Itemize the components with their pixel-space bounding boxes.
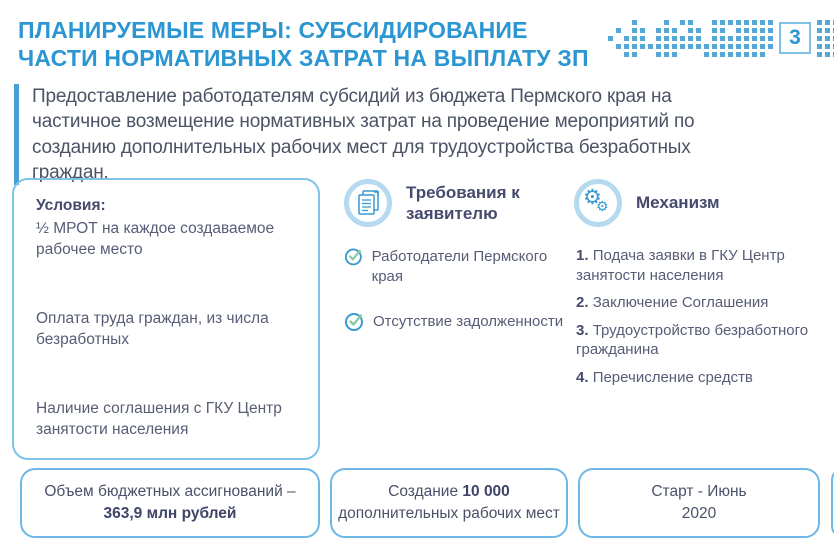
mechanism-step (576, 368, 832, 388)
requirement-item-label: Работодатели Пермского края (371, 248, 548, 285)
pixel-dot (672, 52, 677, 57)
requirement-item (344, 246, 569, 286)
pixel-dot (632, 44, 637, 49)
pixel-dot (608, 20, 613, 25)
start-line1: Старт - Июнь (651, 483, 747, 500)
pixel-dot (825, 36, 830, 41)
pixel-dot (608, 44, 613, 49)
pixel-dot (632, 36, 637, 41)
pixel-dot (720, 20, 725, 25)
pixel-dot (664, 20, 669, 25)
pixel-dot (704, 20, 709, 25)
gears-icon (574, 179, 622, 227)
pixel-dot (664, 36, 669, 41)
pixel-dot (672, 20, 677, 25)
pixel-dot (704, 52, 709, 57)
pixel-dot (672, 28, 677, 33)
pixel-dot (752, 44, 757, 49)
check-icon (344, 311, 365, 332)
pixel-dot (640, 20, 645, 25)
pixel-dot (825, 28, 830, 33)
pixel-dot (744, 52, 749, 57)
pixel-dot (736, 52, 741, 57)
pixel-dot (760, 52, 765, 57)
page-number-badge: 3 (779, 22, 811, 54)
pixel-dot (648, 20, 653, 25)
pixel-dot (632, 52, 637, 57)
pixel-dot (825, 20, 830, 25)
pixel-dot (760, 44, 765, 49)
pixel-dot (624, 36, 629, 41)
step-text: Подача заявки в ГКУ Центр занятости населения (576, 247, 785, 284)
pixel-dot (648, 52, 653, 57)
step-number: 4. (576, 368, 589, 386)
step-number: 3. (576, 321, 589, 339)
pixel-dot (817, 20, 822, 25)
pixel-dot (680, 28, 685, 33)
pixel-dot (664, 28, 669, 33)
pixel-dot (744, 20, 749, 25)
pixel-dot (672, 44, 677, 49)
pixel-dot (728, 28, 733, 33)
mechanism-step (576, 293, 832, 313)
mechanism-steps (576, 246, 832, 395)
gear-small-icon: ⚙ (596, 199, 609, 215)
step-text: Перечисление средств (592, 368, 753, 386)
budget-label: Объем бюджетных ассигнований – (44, 483, 296, 500)
pixel-dot (817, 52, 822, 57)
jobs-prefix: Создание (388, 483, 463, 500)
pixel-dot (688, 52, 693, 57)
pixel-dot (656, 28, 661, 33)
pixel-dot (696, 36, 701, 41)
pixel-dot (728, 20, 733, 25)
document-icon-glyph (355, 189, 381, 217)
document-icon (344, 179, 392, 227)
pixel-dot (752, 52, 757, 57)
pixel-dot (608, 36, 613, 41)
pixel-dot (736, 20, 741, 25)
pixel-dot (680, 20, 685, 25)
mechanism-title: Механизм (636, 193, 720, 213)
intro-paragraph: Предоставление работодателям субсидий из бюджета Пермского края на частичное возмещение нормативных затрат на проведение мероприятий по созданию дополнительных рабочих мест для трудоустройства безработных граждан. (14, 84, 762, 185)
pixel-dot (768, 44, 773, 49)
pixel-dot (640, 36, 645, 41)
condition-item: Оплата труда граждан, из числа безработных (36, 309, 269, 349)
pixel-dot (736, 36, 741, 41)
pixel-dot (608, 28, 613, 33)
pixel-dot (680, 52, 685, 57)
requirements-header (344, 179, 536, 227)
pixel-dot (825, 44, 830, 49)
pixel-mosaic-decoration (608, 16, 834, 60)
pixel-dot (712, 28, 717, 33)
mechanism-step (576, 246, 832, 285)
step-number: 2. (576, 294, 589, 311)
step-number: 1. (576, 247, 589, 264)
pixel-dot (656, 44, 661, 49)
pixel-dot (672, 36, 677, 41)
conditions-heading: Условия: (36, 197, 106, 214)
pixel-dot (656, 20, 661, 25)
pixel-dot (688, 44, 693, 49)
pixel-dot (640, 28, 645, 33)
jobs-line1 (388, 481, 510, 503)
pixel-dot (712, 36, 717, 41)
pixel-dot (752, 28, 757, 33)
pixel-dot (648, 28, 653, 33)
pixel-dots-left (608, 20, 773, 57)
pixel-dot (696, 44, 701, 49)
requirement-item (344, 311, 569, 332)
pixel-dot (720, 36, 725, 41)
pixel-dot (624, 52, 629, 57)
pixel-dot (640, 44, 645, 49)
pixel-dot (720, 28, 725, 33)
requirement-item-label: Отсутствие задолженности (373, 313, 564, 330)
pixel-dot (712, 52, 717, 57)
pixel-dot (680, 36, 685, 41)
requirements-title: Требования к заявителю (406, 182, 520, 223)
pixel-dot (608, 52, 613, 57)
pixel-dot (688, 36, 693, 41)
budget-value: 363,9 млн рублей (103, 505, 237, 522)
pixel-dot (640, 52, 645, 57)
step-text: Заключение Соглашения (592, 294, 769, 311)
pixel-dot (720, 52, 725, 57)
jobs-value: 10 000 (462, 483, 510, 500)
pixel-dot (736, 28, 741, 33)
pixel-dot (712, 44, 717, 49)
pixel-dot (768, 20, 773, 25)
pixel-dot (744, 44, 749, 49)
mechanism-header (574, 179, 766, 227)
check-icon (344, 246, 364, 267)
pixel-dot (624, 20, 629, 25)
pixel-dot (720, 44, 725, 49)
pixel-dot (648, 36, 653, 41)
jobs-box (330, 468, 568, 538)
pixel-dot (648, 44, 653, 49)
condition-item: ½ МРОТ на каждое создаваемое рабочее место (36, 220, 275, 259)
pixel-dot (728, 36, 733, 41)
pixel-dot (817, 44, 822, 49)
pixel-dot (696, 28, 701, 33)
pixel-dot (817, 28, 822, 33)
start-box (578, 468, 820, 538)
jobs-line2: дополнительных рабочих мест (338, 505, 560, 522)
pixel-dot (656, 52, 661, 57)
pixel-dot (768, 36, 773, 41)
step-text: Трудоустройство безработного гражданина (576, 321, 809, 358)
pixel-dot (624, 28, 629, 33)
pixel-dot (632, 28, 637, 33)
pixel-dot (825, 52, 830, 57)
pixel-dot (656, 36, 661, 41)
pixel-dot (728, 44, 733, 49)
pixel-dot (712, 20, 717, 25)
gear-large-icon: ⚙ (583, 185, 602, 209)
start-line2: 2020 (681, 505, 717, 522)
pixel-dot (616, 36, 621, 41)
pixel-dot (688, 28, 693, 33)
pixel-dot (680, 44, 685, 49)
pixel-dot (752, 36, 757, 41)
pixel-dot (728, 52, 733, 57)
pixel-dot (616, 28, 621, 33)
pixel-dot (704, 28, 709, 33)
pixel-dot (768, 28, 773, 33)
pixel-dot (664, 52, 669, 57)
pixel-dot (704, 44, 709, 49)
pixel-dot (744, 28, 749, 33)
pixel-dot (696, 20, 701, 25)
pixel-dot (760, 36, 765, 41)
pixel-dots-right (817, 20, 834, 57)
pixel-dot (624, 44, 629, 49)
condition-item: Наличие соглашения с ГКУ Центр занятости населения (36, 399, 282, 438)
pixel-dot (752, 20, 757, 25)
budget-box (20, 468, 320, 538)
pixel-dot (760, 28, 765, 33)
pixel-dot (616, 44, 621, 49)
pixel-dot (704, 36, 709, 41)
pixel-dot (632, 20, 637, 25)
pixel-dot (760, 20, 765, 25)
page-title: ПЛАНИРУЕМЫЕ МЕРЫ: СУБСИДИРОВАНИЕ ЧАСТИ НОРМАТИВНЫХ ЗАТРАТ НА ВЫПЛАТУ ЗП (18, 17, 589, 72)
mechanism-step (576, 321, 832, 360)
pixel-dot (744, 36, 749, 41)
conditions-box (12, 178, 320, 460)
pixel-dot (736, 44, 741, 49)
pixel-dot (664, 44, 669, 49)
pixel-dot (688, 20, 693, 25)
pixel-dot (696, 52, 701, 57)
pixel-dot (616, 20, 621, 25)
pixel-dot (817, 36, 822, 41)
pixel-dot (616, 52, 621, 57)
pixel-dot (768, 52, 773, 57)
